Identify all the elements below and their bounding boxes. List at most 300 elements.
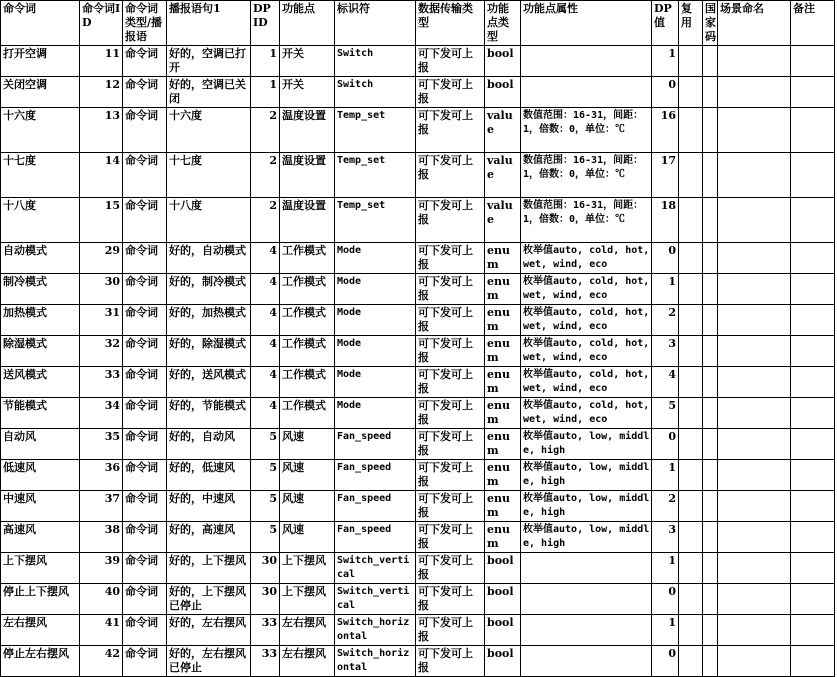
cell-command-type: 命令词 [123,398,167,429]
cell-country-code [703,646,718,677]
cell-transfer-type: 可下发可上报 [416,398,485,429]
cell-identifier: Switch_horizontal [335,615,416,646]
cell-dp-id: 4 [251,398,280,429]
cell-identifier: Temp_set [335,198,416,243]
cell-transfer-type: 可下发可上报 [416,77,485,108]
cell-scene-name [718,367,791,398]
cell-transfer-type: 可下发可上报 [416,274,485,305]
cell-dp-id: 2 [251,108,280,153]
cell-remark [791,108,835,153]
cell-reuse [679,553,703,584]
cell-reuse [679,274,703,305]
cell-dp-value: 17 [652,153,679,198]
cell-country-code [703,429,718,460]
cell-scene-name [718,198,791,243]
cell-broadcast-phrase: 好的，节能模式 [167,398,251,429]
cell-command-id: 32 [80,336,123,367]
cell-broadcast-phrase: 好的，高速风 [167,522,251,553]
cell-point-attribute: 枚举值auto, cold, hot, wet, wind, eco [521,367,652,398]
cell-country-code [703,491,718,522]
cell-dp-id: 2 [251,198,280,243]
cell-dp-id: 5 [251,491,280,522]
cell-function-point: 风速 [280,522,335,553]
cell-function-point: 左右摆风 [280,615,335,646]
cell-identifier: Fan_speed [335,522,416,553]
cell-dp-id: 1 [251,46,280,77]
cell-dp-value: 0 [652,646,679,677]
cell-dp-id: 33 [251,615,280,646]
cell-dp-id: 4 [251,367,280,398]
cell-remark [791,77,835,108]
table-row [1,77,835,108]
cell-transfer-type: 可下发可上报 [416,615,485,646]
cell-point-attribute [521,46,652,77]
table-row [1,305,835,336]
cell-command-id: 38 [80,522,123,553]
cell-command-word: 停止左右摆风 [1,646,80,677]
cell-dp-value: 5 [652,398,679,429]
cell-broadcast-phrase: 好的，上下摆风已停止 [167,584,251,615]
cell-command-id: 40 [80,584,123,615]
cell-point-type: enum [485,336,521,367]
cell-transfer-type: 可下发可上报 [416,243,485,274]
cell-transfer-type: 可下发可上报 [416,108,485,153]
cell-broadcast-phrase: 好的，制冷模式 [167,274,251,305]
header-broadcast-phrase: 播报语句1 [167,1,251,46]
cell-command-word: 十六度 [1,108,80,153]
cell-command-type: 命令词 [123,584,167,615]
cell-dp-id: 4 [251,305,280,336]
cell-function-point: 工作模式 [280,243,335,274]
cell-command-type: 命令词 [123,153,167,198]
cell-reuse [679,108,703,153]
cell-command-type: 命令词 [123,429,167,460]
cell-point-type: bool [485,615,521,646]
header-command-id: 命令词ID [80,1,123,46]
cell-point-type: enum [485,398,521,429]
table-row [1,367,835,398]
cell-dp-id: 1 [251,77,280,108]
cell-point-attribute: 枚举值auto, cold, hot, wet, wind, eco [521,243,652,274]
cell-command-id: 11 [80,46,123,77]
cell-reuse [679,584,703,615]
cell-reuse [679,615,703,646]
cell-scene-name [718,77,791,108]
header-point-attribute: 功能点属性 [521,1,652,46]
cell-function-point: 工作模式 [280,398,335,429]
cell-identifier: Switch_horizontal [335,646,416,677]
cell-scene-name [718,274,791,305]
cell-command-word: 节能模式 [1,398,80,429]
cell-scene-name [718,553,791,584]
cell-command-word: 十八度 [1,198,80,243]
cell-point-type: enum [485,429,521,460]
cell-point-type: enum [485,460,521,491]
cell-command-word: 关闭空调 [1,77,80,108]
cell-dp-id: 5 [251,522,280,553]
cell-command-id: 15 [80,198,123,243]
cell-point-attribute: 数值范围：16-31，间距：1，倍数：0，单位：℃ [521,198,652,243]
cell-reuse [679,522,703,553]
cell-command-word: 制冷模式 [1,274,80,305]
cell-reuse [679,398,703,429]
cell-dp-value: 0 [652,429,679,460]
cell-transfer-type: 可下发可上报 [416,46,485,77]
cell-dp-value: 0 [652,584,679,615]
table-row [1,108,835,153]
cell-command-type: 命令词 [123,367,167,398]
table-row [1,522,835,553]
cell-dp-id: 4 [251,274,280,305]
cell-country-code [703,243,718,274]
header-identifier: 标识符 [335,1,416,46]
cell-scene-name [718,491,791,522]
cell-command-type: 命令词 [123,615,167,646]
cell-command-type: 命令词 [123,646,167,677]
cell-command-type: 命令词 [123,198,167,243]
cell-broadcast-phrase: 好的，中速风 [167,491,251,522]
cell-identifier: Switch_vertical [335,553,416,584]
cell-country-code [703,584,718,615]
cell-identifier: Mode [335,274,416,305]
table-row [1,336,835,367]
cell-country-code [703,274,718,305]
header-command-type: 命令词类型/播报语 [123,1,167,46]
cell-broadcast-phrase: 十七度 [167,153,251,198]
cell-dp-value: 1 [652,460,679,491]
cell-remark [791,491,835,522]
cell-remark [791,553,835,584]
cell-identifier: Fan_speed [335,429,416,460]
cell-broadcast-phrase: 好的，除湿模式 [167,336,251,367]
cell-identifier: Switch_vertical [335,584,416,615]
cell-remark [791,198,835,243]
cell-country-code [703,615,718,646]
table-row [1,491,835,522]
cell-identifier: Mode [335,398,416,429]
cell-dp-value: 3 [652,522,679,553]
cell-command-word: 中速风 [1,491,80,522]
cell-transfer-type: 可下发可上报 [416,460,485,491]
cell-command-word: 上下摆风 [1,553,80,584]
cell-point-attribute: 枚举值auto, low, middle, high [521,491,652,522]
cell-identifier: Fan_speed [335,460,416,491]
cell-remark [791,398,835,429]
cell-point-attribute: 枚举值auto, cold, hot, wet, wind, eco [521,274,652,305]
header-scene-name: 场景命名 [718,1,791,46]
header-country-code: 国家码 [703,1,718,46]
cell-point-attribute [521,553,652,584]
cell-broadcast-phrase: 好的，上下摆风 [167,553,251,584]
cell-country-code [703,398,718,429]
cell-broadcast-phrase: 好的，低速风 [167,460,251,491]
cell-point-type: bool [485,553,521,584]
cell-command-id: 13 [80,108,123,153]
cell-command-id: 36 [80,460,123,491]
cell-command-id: 37 [80,491,123,522]
cell-broadcast-phrase: 好的，自动模式 [167,243,251,274]
cell-country-code [703,460,718,491]
cell-dp-id: 4 [251,336,280,367]
cell-remark [791,46,835,77]
cell-reuse [679,46,703,77]
cell-transfer-type: 可下发可上报 [416,584,485,615]
cell-country-code [703,108,718,153]
cell-point-attribute: 枚举值auto, cold, hot, wet, wind, eco [521,336,652,367]
cell-function-point: 工作模式 [280,336,335,367]
cell-dp-value: 0 [652,77,679,108]
cell-command-type: 命令词 [123,108,167,153]
cell-point-attribute: 枚举值auto, cold, hot, wet, wind, eco [521,305,652,336]
cell-command-word: 低速风 [1,460,80,491]
table-header [1,1,835,46]
cell-transfer-type: 可下发可上报 [416,305,485,336]
cell-reuse [679,305,703,336]
cell-dp-value: 1 [652,274,679,305]
cell-remark [791,367,835,398]
cell-dp-value: 2 [652,305,679,336]
header-point-type: 功能点类型 [485,1,521,46]
cell-remark [791,336,835,367]
cell-point-attribute: 数值范围：16-31，间距：1，倍数：0，单位：℃ [521,153,652,198]
cell-function-point: 温度设置 [280,108,335,153]
header-row [1,1,835,46]
cell-command-word: 高速风 [1,522,80,553]
cell-dp-id: 30 [251,584,280,615]
cell-scene-name [718,460,791,491]
cell-broadcast-phrase: 好的，加热模式 [167,305,251,336]
cell-broadcast-phrase: 十八度 [167,198,251,243]
table-row [1,243,835,274]
cell-command-word: 自动风 [1,429,80,460]
cell-function-point: 上下摆风 [280,584,335,615]
cell-function-point: 工作模式 [280,367,335,398]
cell-command-id: 12 [80,77,123,108]
cell-point-type: value [485,153,521,198]
cell-command-word: 打开空调 [1,46,80,77]
cell-function-point: 工作模式 [280,305,335,336]
cell-remark [791,615,835,646]
cell-function-point: 上下摆风 [280,553,335,584]
cell-command-type: 命令词 [123,553,167,584]
cell-point-type: enum [485,367,521,398]
cell-country-code [703,553,718,584]
cell-command-type: 命令词 [123,77,167,108]
cell-remark [791,274,835,305]
cell-broadcast-phrase: 好的，左右摆风 [167,615,251,646]
cell-scene-name [718,46,791,77]
cell-command-type: 命令词 [123,243,167,274]
cell-command-id: 30 [80,274,123,305]
cell-remark [791,584,835,615]
cell-remark [791,646,835,677]
cell-country-code [703,46,718,77]
cell-remark [791,429,835,460]
cell-command-id: 41 [80,615,123,646]
cell-point-type: enum [485,274,521,305]
cell-command-id: 39 [80,553,123,584]
cell-command-type: 命令词 [123,46,167,77]
cell-transfer-type: 可下发可上报 [416,198,485,243]
cell-identifier: Switch [335,46,416,77]
cell-reuse [679,367,703,398]
cell-transfer-type: 可下发可上报 [416,336,485,367]
cell-country-code [703,336,718,367]
cell-reuse [679,198,703,243]
cell-point-attribute [521,615,652,646]
cell-command-type: 命令词 [123,336,167,367]
cell-dp-id: 5 [251,460,280,491]
cell-dp-id: 30 [251,553,280,584]
cell-command-id: 33 [80,367,123,398]
cell-reuse [679,77,703,108]
cell-broadcast-phrase: 好的，左右摆风已停止 [167,646,251,677]
table-row [1,584,835,615]
table-row [1,429,835,460]
cell-point-attribute [521,584,652,615]
table-row [1,615,835,646]
table-row [1,153,835,198]
cell-scene-name [718,584,791,615]
cell-command-type: 命令词 [123,460,167,491]
cell-remark [791,305,835,336]
cell-transfer-type: 可下发可上报 [416,153,485,198]
cell-point-attribute: 枚举值auto, low, middle, high [521,522,652,553]
cell-command-word: 左右摆风 [1,615,80,646]
cell-country-code [703,153,718,198]
cell-command-id: 29 [80,243,123,274]
header-function-point: 功能点 [280,1,335,46]
cell-dp-value: 1 [652,46,679,77]
cell-dp-value: 1 [652,615,679,646]
cell-command-type: 命令词 [123,305,167,336]
cell-identifier: Mode [335,336,416,367]
cell-function-point: 左右摆风 [280,646,335,677]
cell-function-point: 开关 [280,77,335,108]
cell-command-word: 除湿模式 [1,336,80,367]
cell-function-point: 温度设置 [280,198,335,243]
cell-point-type: enum [485,243,521,274]
cell-identifier: Mode [335,367,416,398]
cell-country-code [703,198,718,243]
header-dp-id: DP ID [251,1,280,46]
table-row [1,274,835,305]
cell-scene-name [718,305,791,336]
cell-transfer-type: 可下发可上报 [416,553,485,584]
cell-point-type: value [485,108,521,153]
cell-broadcast-phrase: 好的，送风模式 [167,367,251,398]
cell-point-type: bool [485,646,521,677]
cell-function-point: 风速 [280,491,335,522]
cell-scene-name [718,336,791,367]
cell-command-id: 31 [80,305,123,336]
cell-reuse [679,646,703,677]
cell-identifier: Mode [335,243,416,274]
cell-function-point: 工作模式 [280,274,335,305]
cell-command-word: 停止上下摆风 [1,584,80,615]
cell-command-id: 34 [80,398,123,429]
cell-scene-name [718,243,791,274]
cell-point-attribute [521,77,652,108]
cell-dp-value: 18 [652,198,679,243]
header-command-word: 命令词 [1,1,80,46]
cell-dp-id: 33 [251,646,280,677]
cell-point-type: bool [485,584,521,615]
cell-point-attribute: 枚举值auto, cold, hot, wet, wind, eco [521,398,652,429]
cell-point-type: value [485,198,521,243]
cell-point-attribute: 枚举值auto, low, middle, high [521,429,652,460]
cell-country-code [703,522,718,553]
cell-point-type: enum [485,522,521,553]
cell-scene-name [718,398,791,429]
cell-identifier: Temp_set [335,153,416,198]
cell-reuse [679,153,703,198]
cell-point-type: bool [485,46,521,77]
cell-function-point: 温度设置 [280,153,335,198]
cell-country-code [703,77,718,108]
cell-command-type: 命令词 [123,522,167,553]
cell-command-type: 命令词 [123,274,167,305]
table-row [1,553,835,584]
table-body [1,46,835,677]
cell-country-code [703,367,718,398]
cell-dp-value: 0 [652,243,679,274]
cell-command-word: 送风模式 [1,367,80,398]
cell-dp-id: 4 [251,243,280,274]
table-row [1,646,835,677]
cell-command-id: 14 [80,153,123,198]
cell-scene-name [718,522,791,553]
cell-remark [791,522,835,553]
cell-reuse [679,460,703,491]
cell-scene-name [718,108,791,153]
cell-remark [791,153,835,198]
cell-identifier: Fan_speed [335,491,416,522]
header-dp-value: DP值 [652,1,679,46]
cell-command-type: 命令词 [123,491,167,522]
cell-broadcast-phrase: 好的，空调已关闭 [167,77,251,108]
cell-command-word: 自动模式 [1,243,80,274]
cell-broadcast-phrase: 好的，空调已打开 [167,46,251,77]
cell-transfer-type: 可下发可上报 [416,367,485,398]
cell-point-type: bool [485,77,521,108]
table-row [1,46,835,77]
cell-reuse [679,429,703,460]
cell-dp-value: 16 [652,108,679,153]
cell-dp-value: 4 [652,367,679,398]
cell-scene-name [718,646,791,677]
cell-reuse [679,243,703,274]
cell-function-point: 风速 [280,429,335,460]
cell-function-point: 风速 [280,460,335,491]
cell-dp-value: 3 [652,336,679,367]
cell-dp-value: 1 [652,553,679,584]
cell-dp-id: 2 [251,153,280,198]
cell-point-attribute: 枚举值auto, low, middle, high [521,460,652,491]
cell-dp-id: 5 [251,429,280,460]
cell-reuse [679,491,703,522]
cell-identifier: Mode [335,305,416,336]
cell-point-type: enum [485,491,521,522]
cell-country-code [703,305,718,336]
cell-command-word: 加热模式 [1,305,80,336]
cell-point-type: enum [485,305,521,336]
cell-remark [791,243,835,274]
cell-broadcast-phrase: 十六度 [167,108,251,153]
cell-command-word: 十七度 [1,153,80,198]
cell-command-id: 35 [80,429,123,460]
table-row [1,460,835,491]
